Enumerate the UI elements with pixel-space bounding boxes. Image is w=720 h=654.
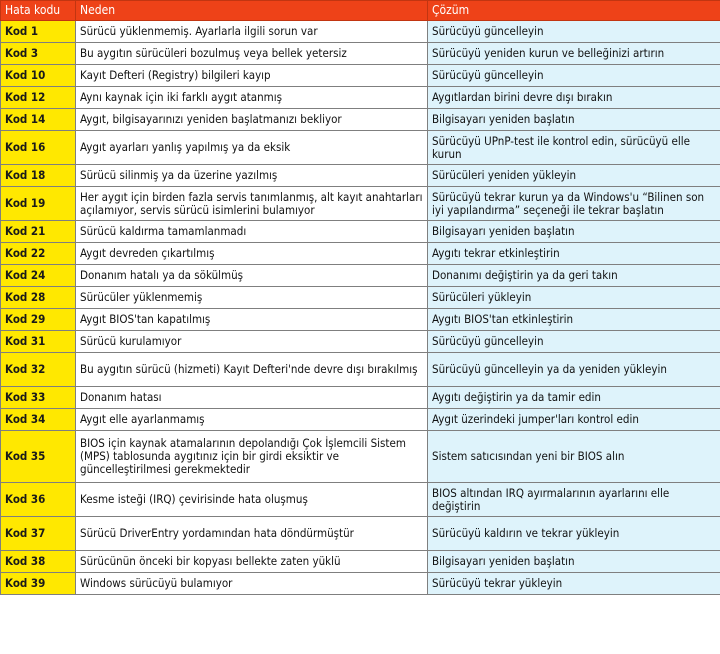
error-cause: Kesme isteği (IRQ) çevirisinde hata oluşmuş	[76, 483, 428, 517]
table-row	[1, 21, 720, 43]
error-cause: Donanım hatalı ya da sökülmüş	[76, 265, 428, 287]
table-row	[1, 331, 720, 353]
table-row	[1, 387, 720, 409]
table-row	[1, 87, 720, 109]
error-code: Kod 12	[1, 87, 76, 109]
header-cause: Neden	[76, 1, 428, 21]
table-row	[1, 265, 720, 287]
table-row	[1, 243, 720, 265]
error-cause: Sürücü kaldırma tamamlanmadı	[76, 221, 428, 243]
error-cause: Aygıt elle ayarlanmamış	[76, 409, 428, 431]
error-code: Kod 39	[1, 573, 76, 595]
error-cause: Aygıt devreden çıkartılmış	[76, 243, 428, 265]
table-row	[1, 573, 720, 595]
header-fix: Çözüm	[428, 1, 720, 21]
error-code: Kod 19	[1, 187, 76, 221]
error-fix: Aygıt üzerindeki jumper'ları kontrol edin	[428, 409, 720, 431]
error-cause: BIOS için kaynak atamalarının depolandığı Çok İşlemcili Sistem (MPS) tablosunda aygıtınız için bir girdi eksiktir ve güncelleştirilmesi gerekmektedir	[76, 431, 428, 483]
error-cause: Aynı kaynak için iki farklı aygıt atanmış	[76, 87, 428, 109]
table-row	[1, 109, 720, 131]
error-code: Kod 10	[1, 65, 76, 87]
error-code: Kod 32	[1, 353, 76, 387]
error-fix: Sürücüleri yeniden yükleyin	[428, 165, 720, 187]
error-fix: Sürücüyü UPnP-test ile kontrol edin, sürücüyü elle kurun	[428, 131, 720, 165]
error-code: Kod 29	[1, 309, 76, 331]
error-code: Kod 1	[1, 21, 76, 43]
error-fix: Sürücüyü yeniden kurun ve belleğinizi artırın	[428, 43, 720, 65]
error-cause: Sürücü DriverEntry yordamından hata döndürmüştür	[76, 517, 428, 551]
error-cause: Windows sürücüyü bulamıyor	[76, 573, 428, 595]
error-code: Kod 35	[1, 431, 76, 483]
error-code: Kod 31	[1, 331, 76, 353]
error-fix: Sürücüyü güncelleyin	[428, 65, 720, 87]
error-cause: Bu aygıtın sürücüleri bozulmuş veya bellek yetersiz	[76, 43, 428, 65]
error-fix: BIOS altından IRQ ayırmalarının ayarlarını elle değiştirin	[428, 483, 720, 517]
header-code: Hata kodu	[1, 1, 76, 21]
error-fix: Aygıtı tekrar etkinleştirin	[428, 243, 720, 265]
table-row	[1, 551, 720, 573]
error-fix: Sürücüyü güncelleyin	[428, 21, 720, 43]
error-fix: Sürücüyü güncelleyin ya da yeniden yükleyin	[428, 353, 720, 387]
error-cause: Her aygıt için birden fazla servis tanımlanmış, alt kayıt anahtarları açılamıyor, servis sürücü isimlerini bulamıyor	[76, 187, 428, 221]
error-code: Kod 36	[1, 483, 76, 517]
error-code: Kod 37	[1, 517, 76, 551]
table-row	[1, 221, 720, 243]
error-cause: Aygıt BIOS'tan kapatılmış	[76, 309, 428, 331]
error-fix: Bilgisayarı yeniden başlatın	[428, 109, 720, 131]
error-fix: Sürücüyü kaldırın ve tekrar yükleyin	[428, 517, 720, 551]
error-code: Kod 16	[1, 131, 76, 165]
error-fix: Bilgisayarı yeniden başlatın	[428, 551, 720, 573]
table-row	[1, 409, 720, 431]
error-code: Kod 24	[1, 265, 76, 287]
error-fix: Aygıtlardan birini devre dışı bırakın	[428, 87, 720, 109]
error-code: Kod 38	[1, 551, 76, 573]
error-cause: Sürücünün önceki bir kopyası bellekte zaten yüklü	[76, 551, 428, 573]
error-cause: Aygıt ayarları yanlış yapılmış ya da eksik	[76, 131, 428, 165]
error-cause: Sürücü kurulamıyor	[76, 331, 428, 353]
error-cause: Donanım hatası	[76, 387, 428, 409]
error-fix: Aygıtı değiştirin ya da tamir edin	[428, 387, 720, 409]
error-code: Kod 18	[1, 165, 76, 187]
error-fix: Sürücüyü güncelleyin	[428, 331, 720, 353]
error-code: Kod 33	[1, 387, 76, 409]
error-cause: Sürücü silinmiş ya da üzerine yazılmış	[76, 165, 428, 187]
error-fix: Sistem satıcısından yeni bir BIOS alın	[428, 431, 720, 483]
error-fix: Bilgisayarı yeniden başlatın	[428, 221, 720, 243]
table-row	[1, 287, 720, 309]
error-code: Kod 28	[1, 287, 76, 309]
table-row	[1, 483, 720, 517]
error-cause: Kayıt Defteri (Registry) bilgileri kayıp	[76, 65, 428, 87]
error-code: Kod 21	[1, 221, 76, 243]
table-row	[1, 353, 720, 387]
error-fix: Sürücüyü tekrar yükleyin	[428, 573, 720, 595]
error-fix: Sürücüyü tekrar kurun ya da Windows'u “Bilinen son iyi yapılandırma” seçeneği ile tekrar başlatın	[428, 187, 720, 221]
error-code: Kod 14	[1, 109, 76, 131]
error-cause: Sürücüler yüklenmemiş	[76, 287, 428, 309]
table-row	[1, 309, 720, 331]
error-cause: Bu aygıtın sürücü (hizmeti) Kayıt Defteri'nde devre dışı bırakılmış	[76, 353, 428, 387]
table-row	[1, 187, 720, 221]
error-code: Kod 3	[1, 43, 76, 65]
table-row	[1, 431, 720, 483]
table-row	[1, 165, 720, 187]
error-fix: Aygıtı BIOS'tan etkinleştirin	[428, 309, 720, 331]
table-row	[1, 65, 720, 87]
error-code: Kod 34	[1, 409, 76, 431]
error-cause: Sürücü yüklenmemiş. Ayarlarla ilgili sorun var	[76, 21, 428, 43]
error-fix: Sürücüleri yükleyin	[428, 287, 720, 309]
table-row	[1, 43, 720, 65]
header-row	[1, 1, 720, 21]
error-cause: Aygıt, bilgisayarınızı yeniden başlatmanızı bekliyor	[76, 109, 428, 131]
error-code: Kod 22	[1, 243, 76, 265]
table-row	[1, 517, 720, 551]
table-row	[1, 131, 720, 165]
error-fix: Donanımı değiştirin ya da geri takın	[428, 265, 720, 287]
